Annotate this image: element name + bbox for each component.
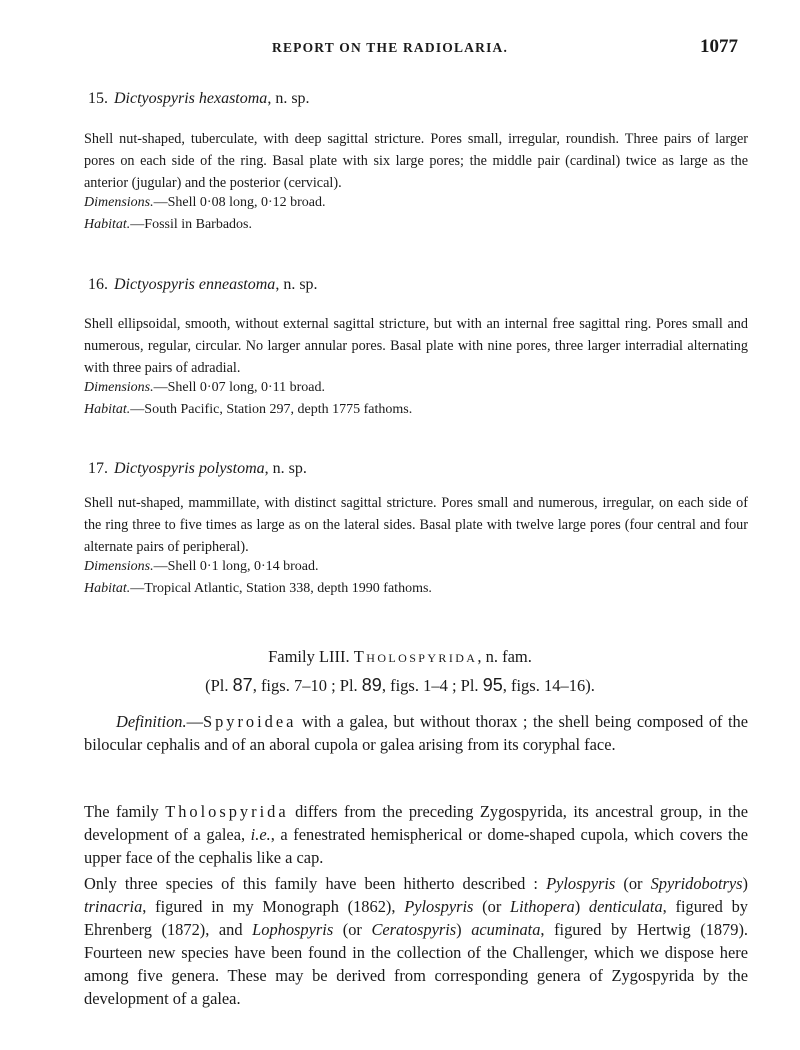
para1-end: , a fenestrated hemispherical or dome-shaped cupola, which covers the upper face of the cephalis like a cap. [84,825,748,867]
family-name: Tholospyrida [353,647,478,666]
plates-open: (Pl. [205,676,233,695]
habitat-line-16 [84,400,412,420]
para1-word: Tholospyrida [165,802,289,821]
habitat-line-15 [84,215,252,235]
family-suffix: , n. fam. [477,647,532,666]
figs-1: , figs. 7–10 ; Pl. [252,676,362,695]
dimensions-line-15 [84,193,326,213]
dimensions-text: —Shell 0·08 long, 0·12 broad. [153,195,326,210]
species-heading-15 [88,90,310,108]
dimensions-label: Dimensions. [84,559,154,574]
para2-q: ) [456,920,472,939]
para2-m: , figured by Ehrenberg (1872), and [84,897,748,939]
family-title [0,647,800,667]
definition-text: with a galea, but without thorax ; the shell being composed of the bilocular cephalis and of an aboral cupola or galea arising from its coryphal face. [84,712,748,754]
habitat-line-17 [84,579,432,599]
species-name: Dictyospyris polystoma [114,460,265,477]
para2-s: , figured by Hertwig (1879). Fourteen new species have been found in the collection of the Challenger, which we dispose here among five genera. These may be derived from corresponding genera of Zygospyrida by the development of a galea. [84,920,749,1008]
para2-r: acuminata [471,920,541,939]
species-description-15 [84,128,748,194]
species-number: 16. [88,276,108,293]
dimensions-text: —Shell 0·07 long, 0·11 broad. [153,380,325,395]
para1-mid: differs from the preceding Zygospyrida, its ancestral group, in the development of a galea, [84,802,748,844]
para2-a: Only three species of this family have been hitherto described : [84,874,547,893]
family-paragraph-2 [84,872,748,1010]
plate-number-3: 95 [482,675,503,695]
species-number: 17. [88,460,108,477]
species-description-16 [84,313,748,379]
description-text: Shell nut-shaped, tuberculate, with deep sagittal stricture. Pores small, irregular, roundish. Three pairs of larger pores on each side of the ring. Basal plate with six large pores; the middle pair (cardinal) twice as large as the anterior (jugular) and the posterior (cervical). [84,131,748,191]
figs-2: , figs. 1–4 ; Pl. [381,676,483,695]
dimensions-line-16 [84,378,325,398]
para2-k: ) [574,897,589,916]
para1-ie: i.e. [250,825,271,844]
para1-start: The family [84,802,166,821]
species-number: 15. [88,90,108,107]
habitat-label: Habitat. [84,581,131,596]
dimensions-label: Dimensions. [84,380,154,395]
para2-c: (or [615,874,651,893]
para2-i: (or [473,897,511,916]
definition-paragraph [84,710,748,756]
description-text: Shell nut-shaped, mammillate, with distinct sagittal stricture. Pores small and numerous, irregular, on each side of the ring three to five times as large as on the lateral sides. Basal plate with twelve large pores (four central and four alternate pairs of peripheral). [84,495,748,555]
para2-j: Lithopera [510,897,575,916]
running-header [0,36,800,60]
dimensions-line-17 [84,557,319,577]
page-number: 1077 [700,36,738,57]
dimensions-text: —Shell 0·1 long, 0·14 broad. [153,559,319,574]
species-suffix: , n. sp. [264,460,307,477]
plate-number-2: 89 [361,675,382,695]
figs-3: , figs. 14–16). [502,676,595,695]
family-plates [0,675,800,696]
habitat-text: —Fossil in Barbados. [130,217,253,232]
plate-number-1: 87 [232,675,253,695]
para2-n: Lophospyris [252,920,334,939]
para2-p: Ceratospyris [371,920,457,939]
para2-l: denticulata [588,897,663,916]
family-prefix: Family LIII. [268,647,350,666]
habitat-text: —Tropical Atlantic, Station 338, depth 1990 fathoms. [130,581,432,596]
habitat-label: Habitat. [84,402,131,417]
para2-f: trinacria [84,897,143,916]
para2-d: Spyridobotrys [650,874,743,893]
habitat-label: Habitat. [84,217,131,232]
para2-g: , figured in my Monograph (1862), [142,897,405,916]
species-name: Dictyospyris hexastoma [114,90,268,107]
species-name: Dictyospyris enneastoma [114,276,276,293]
dimensions-label: Dimensions. [84,195,154,210]
description-text: Shell ellipsoidal, smooth, without external sagittal stricture, but with an internal free sagittal ring. Pores small and numerous, regular, circular. No larger annular pores. Basal plate with nine pores, three larger interradial alternating with three pairs of adradial. [84,316,748,376]
habitat-text: —South Pacific, Station 297, depth 1775 fathoms. [130,402,413,417]
family-definition [84,710,748,756]
species-heading-17 [88,460,307,478]
para2-o: (or [333,920,372,939]
para2-h: Pylospyris [404,897,474,916]
species-heading-16 [88,276,318,294]
species-suffix: , n. sp. [267,90,310,107]
definition-word: Spyroidea [202,712,297,731]
running-title: REPORT ON THE RADIOLARIA. [272,40,509,55]
species-description-17 [84,492,748,558]
definition-label: Definition. [116,712,187,731]
paragraph-2 [84,872,748,1010]
paragraph-1 [84,800,748,869]
species-suffix: , n. sp. [275,276,318,293]
definition-dash: — [186,712,203,731]
para2-e: ) [742,874,748,893]
family-paragraph-1 [84,800,748,869]
para2-b: Pylospyris [546,874,616,893]
